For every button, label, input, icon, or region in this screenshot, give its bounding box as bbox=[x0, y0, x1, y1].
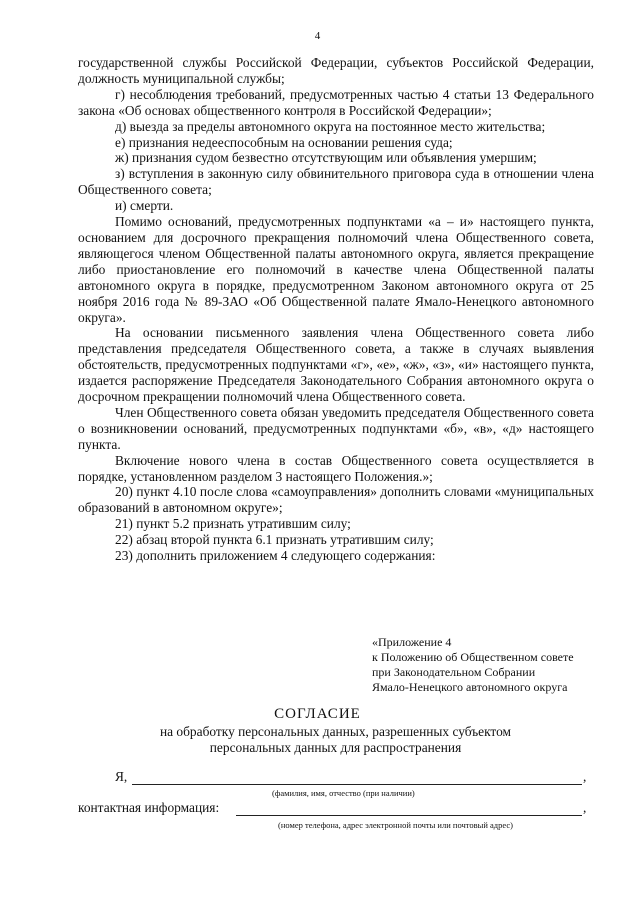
paragraph: д) выезда за пределы автономного округа на постоянное место жительства; bbox=[115, 118, 546, 134]
name-label: Я, bbox=[115, 769, 128, 784]
subtitle-line: персональных данных для распространения bbox=[209, 740, 462, 755]
annex-header bbox=[372, 635, 612, 695]
paragraph: Член Общественного совета обязан уведомить председателя Общественного совета о возникновении оснований, предусмотренных подпунктами «б», «в», «д» настоящего пункта. bbox=[78, 404, 594, 452]
paragraph: Включение нового члена в состав Общественного совета осуществляется в порядке, установленном разделом 3 настоящего Положения.»; bbox=[78, 452, 594, 484]
contact-label: контактная информация: bbox=[78, 800, 220, 815]
paragraph: Помимо оснований, предусмотренных подпунктами «а – и» настоящего пункта, основанием для досрочного прекращения полномочий члена Общественного совета, являющегося членом Общественной палаты автономного округа, является прекращение либо приостановление его полномочий в качестве члена Общественной палаты автономного округа в порядке, предусмотренном Законом автономного округа от 25 ноября 2016 года № 89-ЗАО «Об Общественной палате Ямало-Ненецкого автономного округа». bbox=[78, 214, 594, 325]
paragraph: государственной службы Российской Федерации, субъектов Российской Федерации, должность муниципальной службы; bbox=[78, 55, 594, 86]
name-end-comma: , bbox=[583, 769, 587, 784]
contact-end-comma: , bbox=[583, 800, 587, 815]
paragraph: 21) пункт 5.2 признать утратившим силу; bbox=[115, 516, 351, 532]
paragraph: з) вступления в законную силу обвинительного приговора суда в отношении члена Общественного совета; bbox=[78, 166, 594, 198]
annex-line: Ямало-Ненецкого автономного округа bbox=[372, 680, 568, 694]
annex-line: к Положению об Общественном совете bbox=[372, 650, 574, 664]
paragraph: ж) признания судом безвестно отсутствующим или объявления умершим; bbox=[115, 150, 537, 166]
page-number: 4 bbox=[314, 30, 321, 42]
paragraph: 23) дополнить приложением 4 следующего содержания: bbox=[115, 548, 436, 564]
paragraph: е) признания недееспособным на основании решения суда; bbox=[115, 134, 453, 150]
subtitle-line: на обработку персональных данных, разрешенных субъектом bbox=[159, 724, 512, 739]
consent-subtitle bbox=[80, 724, 591, 756]
paragraph: На основании письменного заявления члена Общественного совета либо представления председателя Общественного совета, а также в случаях выявления обстоятельств, предусмотренных подпунктами «г», «е», «ж», «з», «и» настоящего пункта, издается распоряжение Председателя Законодательного Собрания автономного округа о досрочном прекращении полномочий члена Общественного совета. bbox=[78, 325, 594, 405]
annex-line: «Приложение 4 bbox=[372, 635, 452, 649]
consent-title: СОГЛАСИЕ bbox=[274, 706, 361, 722]
paragraph: 22) абзац второй пункта 6.1 признать утратившим силу; bbox=[115, 532, 434, 548]
paragraph: г) несоблюдения требований, предусмотренных частью 4 статьи 13 Федерального закона «Об основах общественного контроля в Российской Федерации»; bbox=[78, 86, 594, 118]
paragraph: и) смерти. bbox=[115, 198, 174, 214]
paragraph: 20) пункт 4.10 после слова «самоуправления» дополнить словами «муниципальных образований в автономном округе»; bbox=[78, 484, 594, 516]
name-hint: (фамилия, имя, отчество (при наличии) bbox=[272, 788, 415, 798]
annex-line: при Законодательном Собрании bbox=[372, 665, 536, 679]
contact-hint: (номер телефона, адрес электронной почты или почтовый адрес) bbox=[278, 820, 513, 830]
contact-input-line[interactable] bbox=[236, 815, 582, 816]
body-text bbox=[78, 55, 594, 564]
name-input-line[interactable] bbox=[132, 784, 582, 785]
